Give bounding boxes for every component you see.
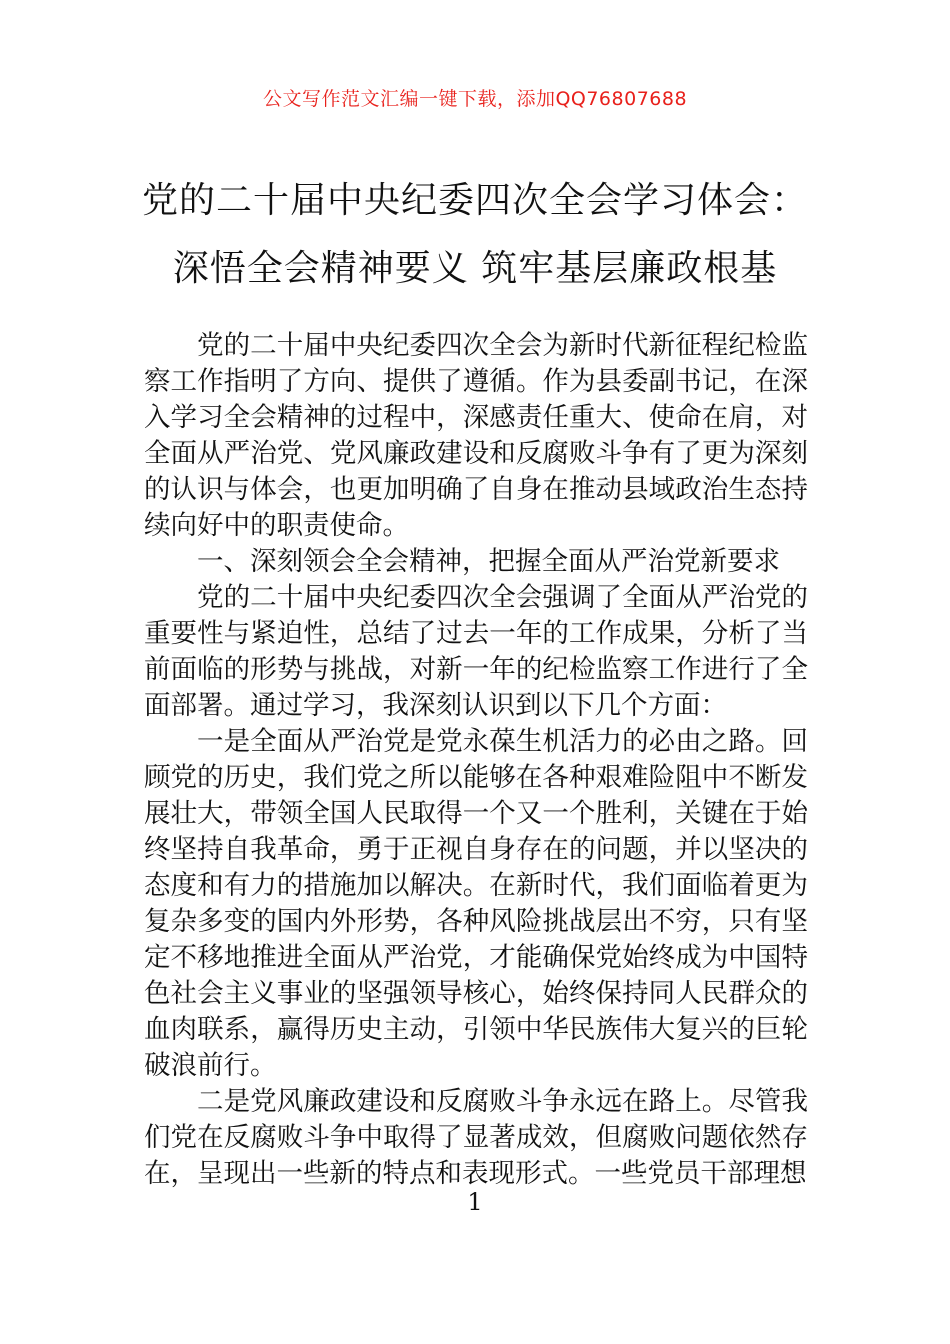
body-paragraph: 一是全面从严治党是党永葆生机活力的必由之路。回顾党的历史，我们党之所以能够在各种艰难险阻中不断发展壮大，带领全国人民取得一个又一个胜利，关键在于始终坚持自我革命，勇于正视自身存在的问题，并以坚决的态度和有力的措施加以解决。在新时代，我们面临着更为复杂多变的国内外形势，各种风险挑战层出不穷，只有坚定不移地推进全面从严治党，才能确保党始终成为中国特色社会主义事业的坚强领导核心，始终保持同人民群众的血肉联系，赢得历史主动，引领中华民族伟大复兴的巨轮破浪前行。 <box>144 726 808 1081</box>
document-title-line-1: 党的二十届中央纪委四次全会学习体会： <box>141 180 808 221</box>
body-paragraph: 党的二十届中央纪委四次全会强调了全面从严治党的重要性与紧迫性，总结了过去一年的工作成果，分析了当前面临的形势与挑战，对新一年的纪检监察工作进行了全面部署。通过学习，我深刻认识到以下几个方面： <box>144 582 808 721</box>
body-paragraph: 二是党风廉政建设和反腐败斗争永远在路上。尽管我们党在反腐败斗争中取得了显著成效，但腐败问题依然存在，呈现出一些新的特点和表现形式。一些党员干部理想 <box>144 1086 808 1189</box>
document-body <box>144 328 808 1192</box>
page-number: 1 <box>467 1188 483 1216</box>
section-heading-1: 一、深刻领会全会精神，把握全面从严治党新要求 <box>197 546 780 577</box>
document-title-line-2: 深悟全会精神要义 筑牢基层廉政根基 <box>172 248 778 289</box>
intro-paragraph: 党的二十届中央纪委四次全会为新时代新征程纪检监察工作指明了方向、提供了遵循。作为县委副书记，在深入学习全会精神的过程中，深感责任重大、使命在肩，对全面从严治党、党风廉政建设和反腐败斗争有了更为深刻的认识与体会，也更加明确了自身在推动县域政治生态持续向好中的职责使命。 <box>144 330 808 541</box>
download-notice: 公文写作范文汇编一键下载，添加QQ76807688 <box>262 88 688 110</box>
